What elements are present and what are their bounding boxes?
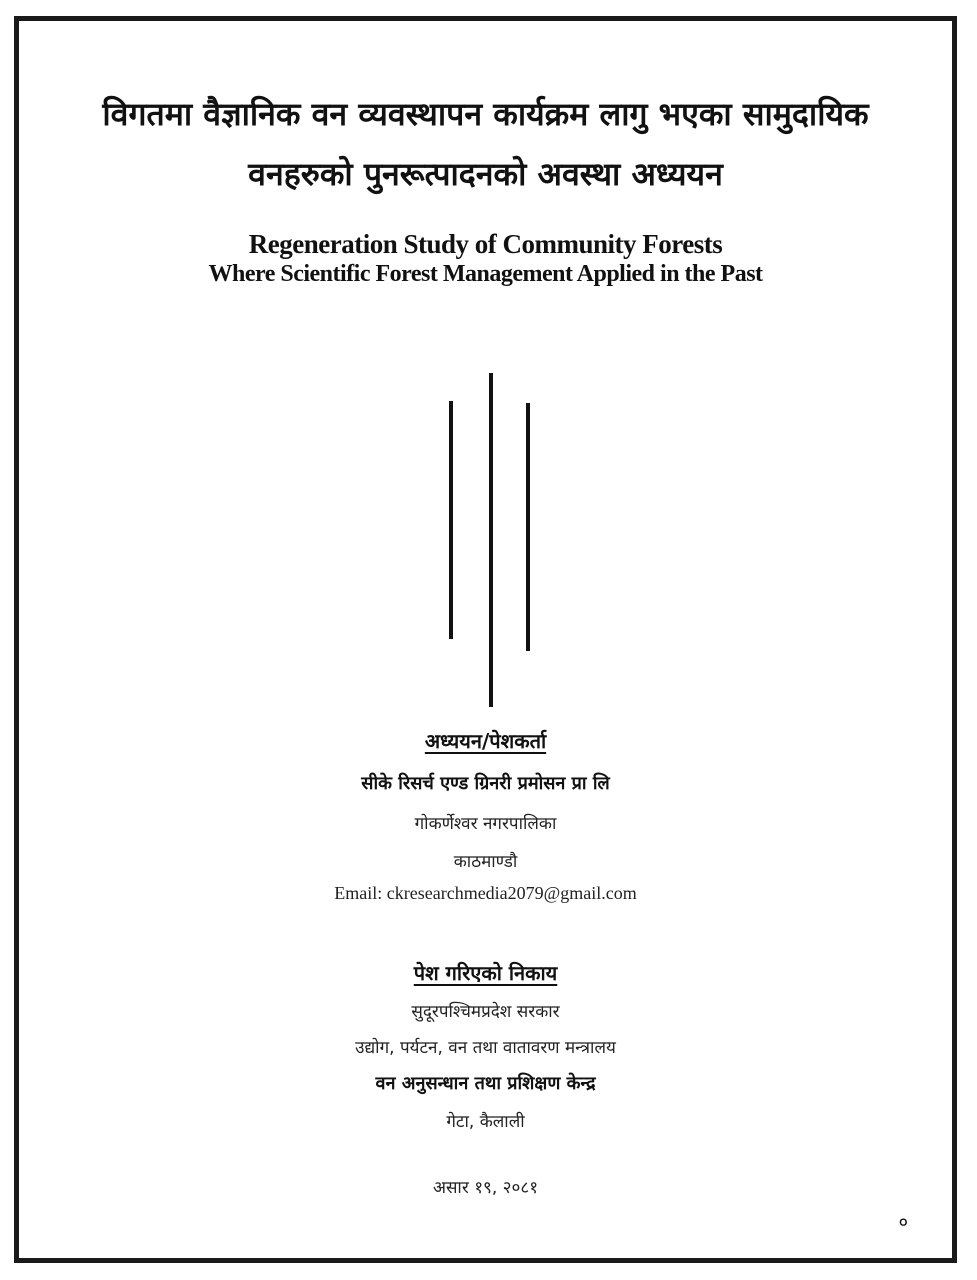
nepali-title-line-2: वनहरुको पुनरूत्पादनको अवस्था अध्ययन bbox=[248, 155, 723, 193]
submitter-municipality: गोकर्णेश्वर नगरपालिका bbox=[414, 814, 557, 834]
submitter-city: काठमाण्डौ bbox=[453, 852, 518, 872]
recipient-center: वन अनुसन्धान तथा प्रशिक्षण केन्द्र bbox=[375, 1073, 596, 1094]
page-border bbox=[14, 16, 957, 1263]
document-date: असार १९, २०८१ bbox=[432, 1178, 539, 1198]
recipient-location: गेटा, कैलाली bbox=[446, 1112, 525, 1132]
decorative-line-center bbox=[489, 373, 493, 707]
nepali-title-line-1: विगतमा वैज्ञानिक वन व्यवस्थापन कार्यक्रम लागु भएका सामुदायिक bbox=[102, 95, 869, 133]
submitter-email: Email: ckresearchmedia2079@gmail.com bbox=[334, 883, 637, 903]
submitter-org: सीके रिसर्च एण्ड ग्रिनरी प्रमोसन प्रा लि bbox=[361, 773, 610, 794]
decorative-line-left bbox=[449, 401, 453, 639]
recipient-ministry: उद्योग, पर्यटन, वन तथा वातावरण मन्त्रालय bbox=[355, 1038, 616, 1058]
recipient-province: सुदूरपश्चिमप्रदेश सरकार bbox=[411, 1002, 560, 1022]
page-number: ० bbox=[898, 1212, 908, 1233]
decorative-line-right bbox=[526, 403, 530, 651]
english-title-line-1: Regeneration Study of Community Forests bbox=[248, 229, 723, 259]
recipient-heading: पेश गरिएको निकाय bbox=[413, 961, 558, 985]
english-title-line-2: Where Scientific Forest Management Applied in the Past bbox=[208, 261, 763, 287]
submitter-heading: अध्ययन/पेशकर्ता bbox=[424, 729, 547, 753]
